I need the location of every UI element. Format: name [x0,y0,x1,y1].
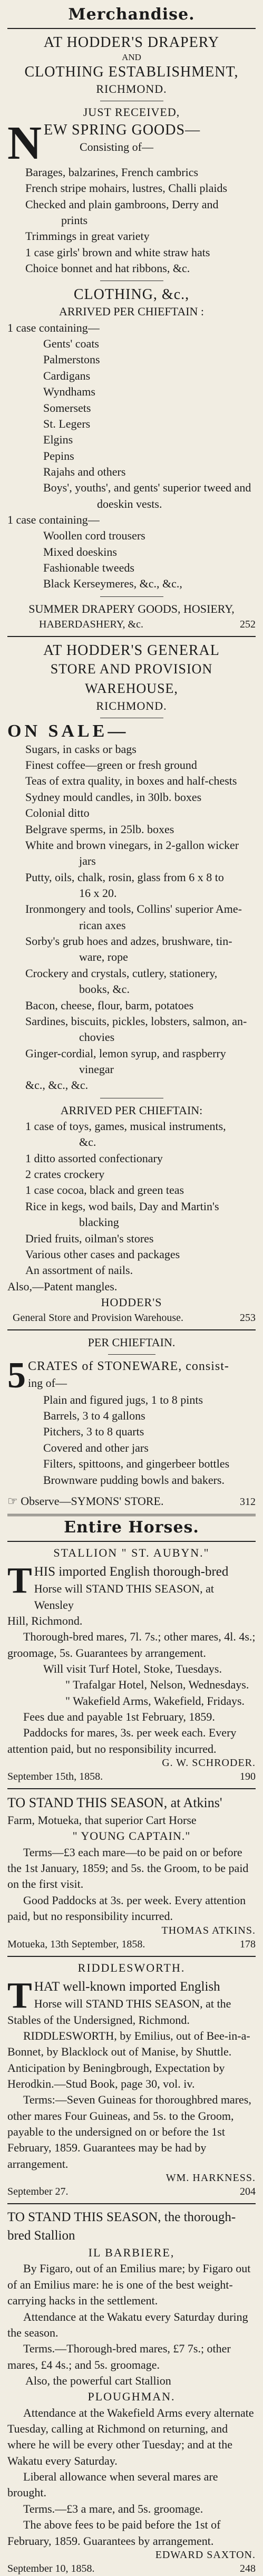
paragraph: Terms.—Thorough-bred mares, £7 7s.; other mares, £4 4s.; and 5s. groomage. [7,2342,231,2371]
list-item: 1 case girls' brown and white straw hats [25,245,210,259]
signature: HODDER'S [101,1295,162,1309]
stoneware-intro [7,1355,256,1396]
list-item: Ginger-cordial, lemon syrup, and raspberry [25,1046,226,1060]
list-item: Filters, spittoons, and gingerbeer bottles [43,1457,230,1471]
advert-date: September 27. [7,2186,69,2198]
list-item: Sorby's grub hoes and adzes, brushware, tin- [25,934,232,948]
list-item: 16 x 20. [79,886,117,900]
list-item: Checked and plain gambroons, Derry and [25,197,219,211]
list-item: French stripe mohairs, lustres, Challi plaids [25,181,228,195]
paragraph: Terms:—Seven Guineas for thoroughbred mares, other mares Four Guineas, and 5s. to the Groom, payable to the undersigned on or before the 1st February, 1859. Guarantees may be had by arrangement. [7,2093,251,2170]
list-item: 1 ditto assorted confectionary [25,1151,163,1165]
list-item: Ironmongery and tools, Collins' superior Ame- [25,902,242,916]
list-item: Brownware pudding bowls and bakers. [43,1473,225,1487]
advert-date: Motueka, 13th September, 1858. [7,1938,145,1950]
list-item: &c. [79,1135,96,1149]
list-item: White and brown vinegars, in 2-gallon wicker [25,838,239,852]
advert-heading: STALLION " ST. AUBYN." [53,1546,210,1559]
intro-line: TO STAND THIS SEASON, at Atkins' [7,1795,222,1811]
advert-footer [7,2184,256,2199]
list-item: Finest coffee—green or fresh ground [25,758,197,772]
intro-line: Stables of the Undersigned, Richmond. [7,2013,190,2027]
intro-line: Farm, Motueka, that superior Cart Horse [7,1813,197,1827]
item-list [7,528,256,592]
advert-ref-number: 190 [240,1771,256,1783]
visit-line: Will visit Turf Hotel, Stoke, Tuesdays. [43,1662,222,1675]
list-item: Trimmings in great variety [25,229,150,243]
list-item: Choice bonnet and hat ribbons, &c. [25,262,190,275]
list-item: blacking [79,1215,119,1229]
advert-riddlesworth [7,1961,256,2199]
list-item: Gents' coats [43,337,99,351]
list-item: Covered and other jars [43,1441,149,1454]
paragraph: The above fees to be paid before the 1st of February, 1859. Guarantees by arrangement. [7,2518,221,2548]
arrived-per: ARRIVED PER CHIEFTAIN: [60,1103,203,1117]
advert-heading: ing of— [28,1376,67,1390]
item-list [7,336,256,512]
paragraph: Good Paddocks at 3s. per week. Every attention paid, but no responsibility incurred. [7,1893,246,1923]
section-title-horses: Entire Horses. [64,1518,199,1537]
case-label: 1 case containing— [7,513,100,527]
new-spring-goods [7,117,256,169]
advert-heading-town: RICHMOND. [96,699,167,712]
horse-name: PLOUGHMAN. [87,2390,176,2404]
list-item: Barages, balzarines, French cambrics [25,165,199,179]
intro-line: Horse will STAND THIS SEASON, at the [34,1997,231,2010]
intro-line: Hill, Richmond. [7,1614,83,1627]
observe-text: Observe—SYMONS' STORE. [21,1494,164,1508]
advert-heading-and: AND [122,52,141,62]
advert-ref-number: 248 [240,2562,256,2574]
advert-il-barbiere [7,2208,256,2576]
list-item: Various other cases and packages [25,1247,180,1261]
arrived-per: ARRIVED PER CHIEFTAIN : [59,305,204,319]
intro-line: HIS imported English thorough-bred [34,1564,229,1579]
list-item: rican axes [79,918,126,932]
signature: G. W. SCHRODER. [162,1757,256,1769]
divider [7,636,256,637]
visit-line: " Trafalgar Hotel, Nelson, Wednesdays. [65,1678,249,1692]
list-item: Sugars, in casks or bags [25,742,137,756]
advert-ref-number: 178 [240,1938,256,1950]
advert-ref-number: 253 [240,1312,256,1324]
visit-line: " Wakefield Arms, Wakefield, Fridays. [65,1694,245,1707]
drop-cap: T [7,1975,32,2016]
list-item: Plain and figured jugs, 1 to 8 pints [43,1393,203,1406]
list-item: Mixed doeskins [43,545,117,558]
divider [7,28,256,29]
advert-footer [7,2561,256,2576]
list-item: jars [79,854,96,868]
list-item: Rajahs and others [43,465,126,478]
list-item: St. Legers [43,417,91,430]
advert-footer [7,1769,256,1784]
paragraph: Liberal allowance when several mares are brought. [7,2470,218,2500]
drop-cap: 5 [7,1355,26,1396]
advert-heading: CLOTHING ESTABLISHMENT, [24,64,239,81]
intro-line: Horse will STAND THIS SEASON, at Wensley [34,1582,214,1612]
summer-drapery: SUMMER DRAPERY GOODS, HOSIERY, [28,602,235,615]
list-item: Colonial ditto [25,806,90,820]
advert-heading: CRATES of STONEWARE, consist- [28,1359,229,1373]
list-item: Pitchers, 3 to 8 quarts [43,1425,144,1439]
divider [7,1956,256,1957]
list-item: Crockery and crystals, cutlery, stationery, [25,966,218,980]
signature: WM. HARKNESS. [165,2172,256,2184]
advert-date: September 15th, 1858. [7,1771,103,1783]
advert-footer [7,1310,256,1325]
riddlesworth-intro [7,1975,256,2016]
also-patent-mangles: Also,—Patent mangles. [7,1279,118,1293]
advert-heading: RIDDLESWORTH. [77,1961,186,1974]
paragraph: Fees due and payable 1st February, 1859. [23,1710,215,1724]
horse-name: " YOUNG CAPTAIN." [72,1829,191,1843]
signature: THOMAS ATKINS. [161,1924,256,1936]
paragraph: RIDDLESWORTH, by Emilius, out of Bee-in-a-Bonnet, by Blacklock out of Manise, by Shuttle. Anticipation by Beningbrough, Expectation by Herodkin.—Stud Book, page 30, vol. iv. [7,2029,250,2090]
advert-ref-number: 312 [240,1496,256,1508]
list-item: ware, rope [79,950,128,964]
list-item: chovies [79,1030,115,1044]
also-line: Also, the powerful cart Stallion [25,2374,171,2387]
list-item: Teas of extra quality, in boxes and half-chests [25,774,237,788]
list-item: 2 crates crockery [25,1168,105,1181]
divider [7,2203,256,2204]
advert-date: September 10, 1858. [7,2562,95,2574]
divider [7,1514,256,1516]
consisting-of: Consisting of— [80,140,153,153]
list-item: Somersets [43,401,91,414]
list-item: Sydney mould candles, in 30lb. boxes [25,790,202,804]
signature: General Store and Provision Warehouse. [13,1312,184,1324]
drop-cap: T [7,1560,32,1601]
item-list [7,741,256,1094]
list-item: Fashionable tweeds [43,561,134,575]
divider [7,1541,256,1542]
list-item: Pepins [43,449,74,462]
signature: EDWARD SAXTON. [155,2549,256,2561]
advert-footer [7,1937,256,1952]
list-item: Black Kerseymeres, &c., &c., [43,577,182,591]
advert-heading: AT HODDER'S DRAPERY [43,34,220,51]
case-label: 1 case containing— [7,321,100,334]
list-item: Elgins [43,433,73,447]
list-item: Rice in kegs, wod bails, Day and Martin's [25,1199,219,1213]
list-item: Sardines, biscuits, pickles, lobsters, salmon, an- [25,1014,247,1028]
list-item: Woollen cord trousers [43,529,145,543]
paragraph: Attendance at the Wakefield Arms every alternate Tuesday, calling at Richmond on returning, and where he will be every other Tuesday; and at the Wakatu every Saturday. [7,2406,254,2467]
list-item: Cardigans [43,369,91,382]
divider [7,1788,256,1789]
list-item: prints [61,213,88,227]
advert-heading: CLOTHING, &c., [73,286,190,303]
list-item: 1 case cocoa, black and green teas [25,1183,184,1197]
drop-cap: N [7,117,42,169]
advert-young-captain [7,1793,256,1951]
list-item: Belgrave sperms, in 25lb. boxes [25,822,174,836]
paragraph: Terms.—£3 a mare, and 5s. groomage. [23,2502,203,2515]
list-item: Bacon, cheese, flour, barm, potatoes [25,998,194,1012]
list-item: Dried fruits, oilman's stores [25,1231,154,1245]
advert-ref-number: 204 [240,2186,256,2198]
advert-heading: AT HODDER'S GENERAL [43,642,220,659]
paragraph: Attendance at the Wakatu every Saturday during the season. [7,2310,248,2339]
list-item: An assortment of nails. [25,1263,133,1277]
st-aubyn-intro [7,1560,256,1613]
per-chieftain: PER CHIEFTAIN. [87,1336,176,1349]
intro-line: TO STAND THIS SEASON, the thorough-bred Stallion [7,2210,236,2243]
list-item: vinegar [79,1062,114,1076]
list-item: Putty, oils, chalk, rosin, glass from 6 x 8 to [25,870,224,884]
section-title-merchandise: Merchandise. [68,5,195,24]
list-item: Barrels, 3 to 4 gallons [43,1409,145,1423]
advert-hodder-drapery [7,33,256,632]
advert-stoneware [7,1335,256,1509]
paragraph: Terms—£3 each mare—to be paid on or before the 1st January, 1859; and 5s. the Groom, to be paid on the first visit. [7,1845,249,1891]
list-item: Wyndhams [43,385,95,399]
list-item: Palmerstons [43,353,100,366]
observe-line [7,1493,163,1510]
advert-footer [7,1493,256,1510]
list-item: books, &c. [79,982,130,996]
advert-ref-number: 252 [240,619,256,631]
list-item: Boys', youths', and gents' superior tweed and [43,481,251,495]
list-item: 1 case of toys, games, musical instruments, [25,1120,226,1133]
divider [7,1329,256,1330]
item-list [7,1392,256,1488]
list-item: &c., &c., &c. [25,1078,89,1092]
summer-drapery: HABERDASHERY, &c. [39,619,143,631]
intro-line: HAT well-known imported English [34,1979,220,1994]
divider [100,596,163,597]
horse-name: IL BARBIERE, [88,2246,175,2260]
advert-heading: STORE AND PROVISION WAREHOUSE, [50,661,213,696]
advert-footer [7,617,256,632]
paragraph: Thorough-bred mares, 7l. 7s.; other mares, 4l. 4s.; groomage, 5s. Guarantees by arrangement. [7,1630,256,1660]
paragraph: Paddocks for mares, 3s. per week each. Every attention paid, but no responsibility incurred. [7,1726,237,1755]
advert-st-aubyn [7,1546,256,1784]
paragraph: By Figaro, out of an Emilius mare; by Figaro out of an Emilius mare: he is one of the best weight-carrying hacks in the settlement. [7,2262,251,2308]
just-received: JUST RECEIVED, [83,105,180,119]
list-item: doeskin vests. [97,497,162,510]
item-list [7,165,256,277]
advert-heading-town: RICHMOND. [96,82,167,96]
advert-heading: EW SPRING GOODS— [44,121,201,138]
pointing-hand-icon: ☞ [7,1494,18,1508]
advert-hodder-general-store [7,641,256,1325]
divider [108,1354,155,1355]
item-list [7,1118,256,1279]
on-sale-heading: ON SALE— [7,721,129,741]
